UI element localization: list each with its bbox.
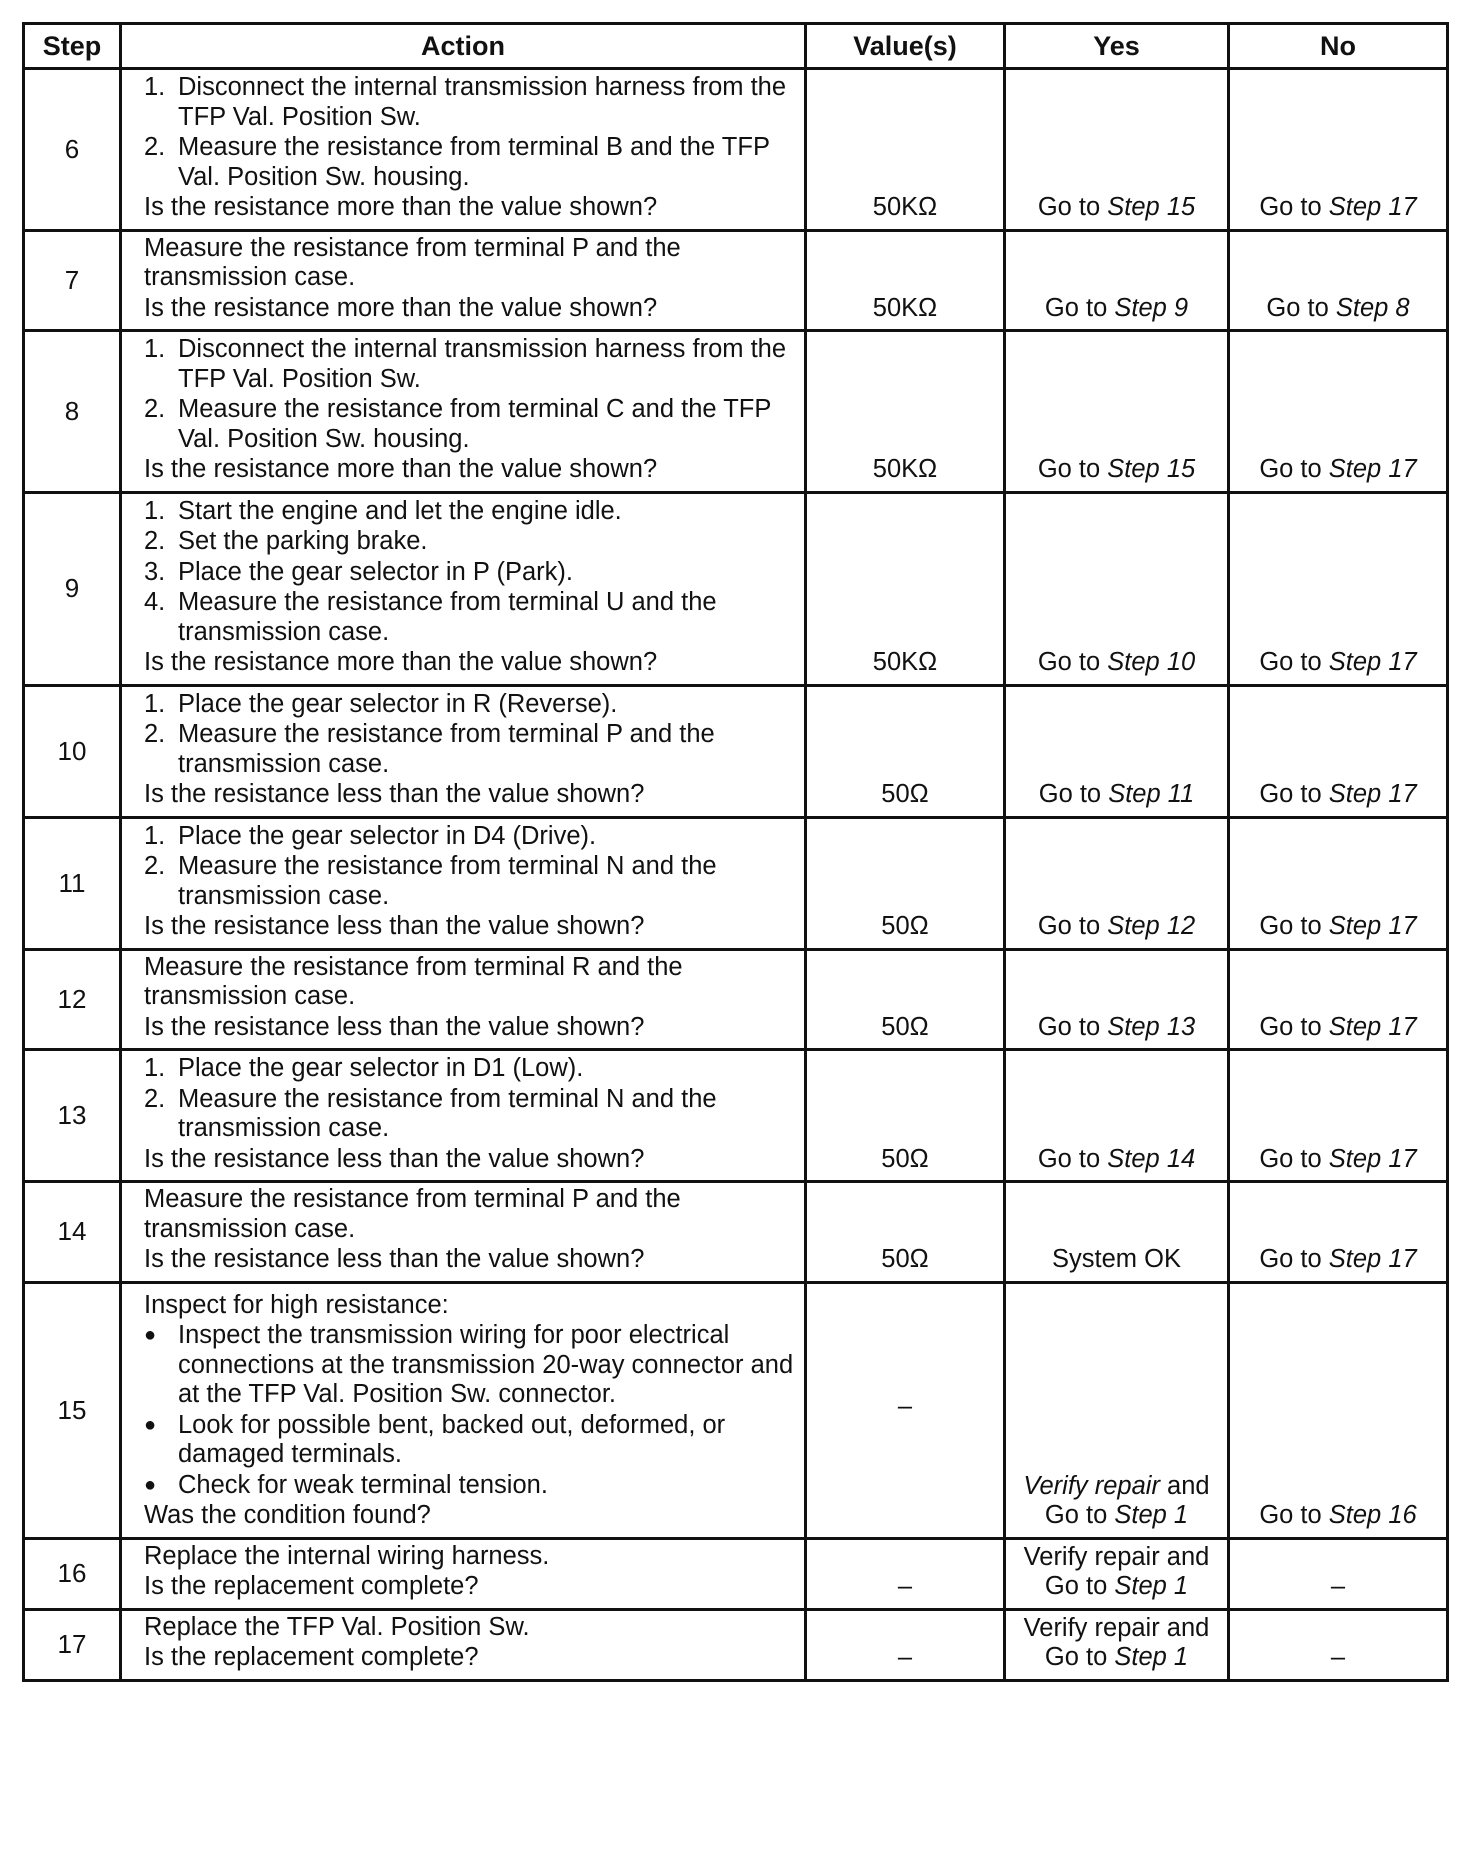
step-number: 17 [24, 1609, 121, 1680]
no-prefix: Go to [1259, 912, 1322, 940]
no-step-link: Step 8 [1335, 293, 1410, 322]
action-question: Is the resistance less than the value shown? [144, 780, 645, 808]
yes-step-link: Step 13 [1107, 1012, 1196, 1041]
yes-goto-line [1006, 294, 1227, 324]
action-step-item [144, 395, 794, 454]
action-step-item [144, 852, 794, 911]
step-number: 10 [24, 685, 121, 817]
no-step-link: Step 17 [1328, 780, 1417, 808]
no-dash: – [1330, 1643, 1346, 1671]
yes-step-link: Step 12 [1107, 912, 1196, 940]
action-cell [121, 817, 806, 949]
bullet-item [144, 1321, 794, 1410]
no-prefix: Go to [1259, 1144, 1322, 1173]
no-prefix: Go to [1266, 293, 1329, 322]
header-yes: Yes [1005, 24, 1229, 69]
yes-goto-line [1006, 193, 1227, 223]
yes-goto-line [1006, 648, 1227, 678]
action-question: Is the replacement complete? [144, 1572, 479, 1600]
no-cell [1229, 685, 1448, 817]
item-text: Measure the resistance from terminal N and the transmission case. [178, 1084, 717, 1142]
value-cell: 50Ω [806, 685, 1005, 817]
action-cell [121, 949, 806, 1050]
item-text: Measure the resistance from terminal P and the transmission case. [178, 720, 715, 778]
action-step-item [144, 822, 794, 852]
action-intro: Inspect for high resistance: [144, 1290, 449, 1319]
action-question: Is the resistance more than the value shown? [144, 293, 658, 322]
yes-prefix: Go to [1044, 293, 1108, 322]
yes-cell [1005, 331, 1229, 493]
yes-cell [1005, 1609, 1229, 1680]
yes-verify-line: Verify repair and [1023, 1542, 1210, 1571]
action-cell [121, 1538, 806, 1609]
item-text: Place the gear selector in D4 (Drive). [178, 821, 597, 850]
yes-cell [1005, 1538, 1229, 1609]
action-intro: Measure the resistance from terminal P and the transmission case. [144, 233, 681, 291]
no-goto-line [1230, 455, 1446, 485]
bullet-text: Inspect the transmission wiring for poor electrical connections at the transmission 20-way connector and at the TFP Val. Position Sw. connector. [178, 1321, 794, 1408]
item-number: 1. [144, 1054, 166, 1082]
header-action: Action [121, 24, 806, 69]
no-prefix: Go to [1259, 1501, 1322, 1529]
yes-prefix: System OK [1052, 1245, 1181, 1273]
item-text: Place the gear selector in D1 (Low). [178, 1054, 584, 1082]
yes-step-link: Step 1 [1114, 1643, 1189, 1671]
table-row [24, 1182, 1448, 1283]
step-number: 15 [24, 1282, 121, 1538]
header-step: Step [24, 24, 121, 69]
yes-cell [1005, 949, 1229, 1050]
diagnostic-table-container [22, 22, 1446, 1682]
yes-goto-line [1006, 1245, 1227, 1275]
value-cell: – [806, 1538, 1005, 1609]
item-text: Disconnect the internal transmission harness from the TFP Val. Position Sw. [178, 73, 787, 131]
table-row [24, 331, 1448, 493]
action-step-item [144, 1085, 794, 1144]
action-intro: Replace the TFP Val. Position Sw. [144, 1612, 530, 1641]
action-question: Is the resistance less than the value shown? [144, 1012, 645, 1041]
value-cell: 50Ω [806, 949, 1005, 1050]
no-goto-line [1230, 648, 1446, 678]
action-question: Is the resistance less than the value shown? [144, 1245, 645, 1273]
step-number: 9 [24, 492, 121, 685]
item-number: 1. [144, 335, 166, 363]
item-number: 3. [144, 557, 166, 586]
yes-cell [1005, 1182, 1229, 1283]
item-number: 4. [144, 588, 166, 616]
no-cell [1229, 1538, 1448, 1609]
action-cell [121, 685, 806, 817]
value-cell: 50Ω [806, 1050, 1005, 1182]
value-cell: 50KΩ [806, 69, 1005, 231]
action-question: Is the replacement complete? [144, 1643, 479, 1671]
item-number: 2. [144, 1084, 166, 1113]
yes-goto-line [1006, 1013, 1227, 1043]
no-cell [1229, 69, 1448, 231]
yes-cell [1005, 492, 1229, 685]
value-cell: 50KΩ [806, 230, 1005, 331]
action-step-item [144, 558, 794, 588]
table-row [24, 492, 1448, 685]
yes-step-link: Step 1 [1114, 1572, 1189, 1600]
item-number: 2. [144, 852, 166, 880]
step-number: 13 [24, 1050, 121, 1182]
yes-cell [1005, 817, 1229, 949]
yes-prefix: Go to [1038, 780, 1102, 808]
yes-prefix: Go to [1037, 1144, 1101, 1173]
item-number: 1. [144, 821, 166, 850]
action-intro: Measure the resistance from terminal P and the transmission case. [144, 1185, 681, 1243]
bullet-dot-icon: ● [144, 1473, 157, 1496]
action-question: Is the resistance more than the value shown? [144, 648, 658, 676]
yes-goto-line [1006, 780, 1227, 810]
table-body [24, 69, 1448, 1681]
yes-verify-line: Verify repair and [1023, 1613, 1210, 1642]
no-cell [1229, 949, 1448, 1050]
bullet-dot-icon: ● [144, 1324, 157, 1346]
value-cell: 50Ω [806, 1182, 1005, 1283]
no-cell [1229, 817, 1448, 949]
no-cell [1229, 492, 1448, 685]
item-text: Measure the resistance from terminal N and the transmission case. [178, 852, 717, 910]
action-intro: Measure the resistance from terminal R and the transmission case. [144, 952, 683, 1010]
no-prefix: Go to [1259, 780, 1322, 808]
action-cell [121, 331, 806, 493]
no-goto-line [1230, 1245, 1446, 1275]
yes-prefix: Go to [1044, 1643, 1108, 1671]
no-goto-line [1230, 1013, 1446, 1043]
yes-cell [1005, 69, 1229, 231]
action-cell [121, 1609, 806, 1680]
bullet-item [144, 1411, 794, 1470]
no-goto-line [1230, 912, 1446, 942]
action-step-item [144, 527, 794, 557]
header-no: No [1229, 24, 1448, 69]
item-text: Start the engine and let the engine idle. [178, 496, 622, 525]
yes-prefix: Go to [1044, 1572, 1108, 1600]
yes-prefix: Go to [1037, 912, 1101, 940]
yes-step-link: Step 10 [1107, 648, 1196, 676]
action-question: Was the condition found? [144, 1501, 431, 1529]
step-number: 7 [24, 230, 121, 331]
header-values: Value(s) [806, 24, 1005, 69]
action-question: Is the resistance less than the value shown? [144, 1144, 645, 1173]
value-cell: – [806, 1282, 1005, 1538]
action-cell [121, 1282, 806, 1538]
action-question: Is the resistance more than the value shown? [144, 455, 658, 483]
item-number: 1. [144, 689, 166, 718]
yes-prefix: Go to [1037, 193, 1101, 221]
yes-step-link: Step 15 [1107, 455, 1196, 483]
yes-and-text: and [1167, 1471, 1210, 1500]
item-text: Measure the resistance from terminal U and the transmission case. [178, 588, 717, 646]
action-cell [121, 69, 806, 231]
table-row [24, 1609, 1448, 1680]
action-step-item [144, 133, 794, 192]
yes-goto-line [1006, 1572, 1227, 1602]
yes-prefix: Go to [1044, 1501, 1108, 1529]
action-step-item [144, 335, 794, 394]
action-step-item [144, 690, 794, 720]
table-row [24, 949, 1448, 1050]
no-goto-line [1230, 780, 1446, 810]
action-step-item [144, 73, 794, 132]
item-text: Measure the resistance from terminal C and the TFP Val. Position Sw. housing. [178, 395, 771, 453]
table-row [24, 69, 1448, 231]
yes-step-link: Step 11 [1108, 780, 1195, 808]
action-step-item [144, 588, 794, 647]
action-question: Is the resistance more than the value shown? [144, 193, 658, 221]
yes-cell [1005, 685, 1229, 817]
yes-step-link: Step 15 [1107, 193, 1196, 221]
no-prefix: Go to [1259, 1012, 1322, 1041]
value-cell: 50Ω [806, 817, 1005, 949]
diagnostic-steps-table [22, 22, 1449, 1682]
yes-step-link: Step 9 [1114, 293, 1189, 322]
yes-cell [1005, 230, 1229, 331]
no-goto-line [1230, 193, 1446, 223]
no-cell [1229, 331, 1448, 493]
yes-goto-line [1006, 1145, 1227, 1175]
no-prefix: Go to [1259, 193, 1322, 221]
table-row [24, 230, 1448, 331]
no-step-link: Step 17 [1328, 1245, 1417, 1273]
action-cell [121, 1050, 806, 1182]
action-intro: Replace the internal wiring harness. [144, 1541, 550, 1570]
action-step-item [144, 720, 794, 779]
yes-step-link: Step 1 [1114, 1501, 1189, 1529]
bullet-text: Look for possible bent, backed out, deformed, or damaged terminals. [178, 1410, 726, 1468]
no-goto-line [1230, 1145, 1446, 1175]
value-cell: – [806, 1609, 1005, 1680]
header-row [24, 24, 1448, 69]
step-number: 8 [24, 331, 121, 493]
yes-prefix: Go to [1037, 648, 1101, 676]
no-step-link: Step 17 [1328, 455, 1417, 483]
no-cell [1229, 1050, 1448, 1182]
value-cell: 50KΩ [806, 331, 1005, 493]
table-row [24, 1282, 1448, 1538]
action-cell [121, 492, 806, 685]
step-number: 12 [24, 949, 121, 1050]
no-prefix: Go to [1259, 1245, 1322, 1273]
action-cell [121, 230, 806, 331]
item-number: 2. [144, 133, 166, 161]
item-text: Set the parking brake. [178, 527, 428, 555]
step-number: 6 [24, 69, 121, 231]
no-step-link: Step 17 [1328, 1144, 1417, 1173]
yes-goto-line [1006, 1501, 1227, 1531]
item-text: Place the gear selector in R (Reverse). [178, 689, 618, 718]
step-number: 14 [24, 1182, 121, 1283]
no-cell [1229, 1282, 1448, 1538]
table-row [24, 817, 1448, 949]
yes-step-link: Step 14 [1107, 1144, 1196, 1173]
action-cell [121, 1182, 806, 1283]
table-row [24, 1050, 1448, 1182]
no-prefix: Go to [1259, 455, 1322, 483]
table-row [24, 685, 1448, 817]
action-step-item [144, 1054, 794, 1084]
value-cell: 50KΩ [806, 492, 1005, 685]
bullet-dot-icon: ● [144, 1413, 157, 1436]
no-step-link: Step 17 [1328, 648, 1417, 676]
no-goto-line [1230, 1501, 1446, 1531]
no-cell [1229, 1609, 1448, 1680]
no-step-link: Step 17 [1328, 912, 1417, 940]
yes-goto-line [1006, 912, 1227, 942]
item-number: 2. [144, 527, 166, 555]
step-number: 11 [24, 817, 121, 949]
no-cell [1229, 1182, 1448, 1283]
item-number: 1. [144, 496, 166, 525]
item-number: 2. [144, 395, 166, 423]
bullet-item [144, 1471, 794, 1501]
no-cell [1229, 230, 1448, 331]
no-step-link: Step 17 [1328, 193, 1417, 221]
yes-prefix: Go to [1037, 455, 1101, 483]
no-goto-line [1230, 294, 1446, 324]
yes-cell [1005, 1282, 1229, 1538]
table-row [24, 1538, 1448, 1609]
step-number: 16 [24, 1538, 121, 1609]
no-step-link: Step 17 [1328, 1012, 1417, 1041]
yes-goto-line [1006, 455, 1227, 485]
item-number: 2. [144, 720, 166, 748]
item-text: Place the gear selector in P (Park). [178, 557, 573, 586]
no-prefix: Go to [1259, 648, 1322, 676]
yes-goto-line [1006, 1643, 1227, 1673]
yes-verify-line [1006, 1472, 1227, 1502]
bullet-text: Check for weak terminal tension. [178, 1470, 548, 1499]
no-dash: – [1330, 1572, 1346, 1600]
item-text: Disconnect the internal transmission harness from the TFP Val. Position Sw. [178, 335, 787, 393]
yes-cell [1005, 1050, 1229, 1182]
item-number: 1. [144, 73, 166, 101]
no-step-link: Step 16 [1328, 1501, 1417, 1529]
action-step-item [144, 497, 794, 527]
item-text: Measure the resistance from terminal B and the TFP Val. Position Sw. housing. [178, 133, 770, 191]
yes-verify-text: Verify repair [1023, 1471, 1160, 1500]
yes-prefix: Go to [1037, 1012, 1101, 1041]
action-question: Is the resistance less than the value shown? [144, 912, 645, 940]
